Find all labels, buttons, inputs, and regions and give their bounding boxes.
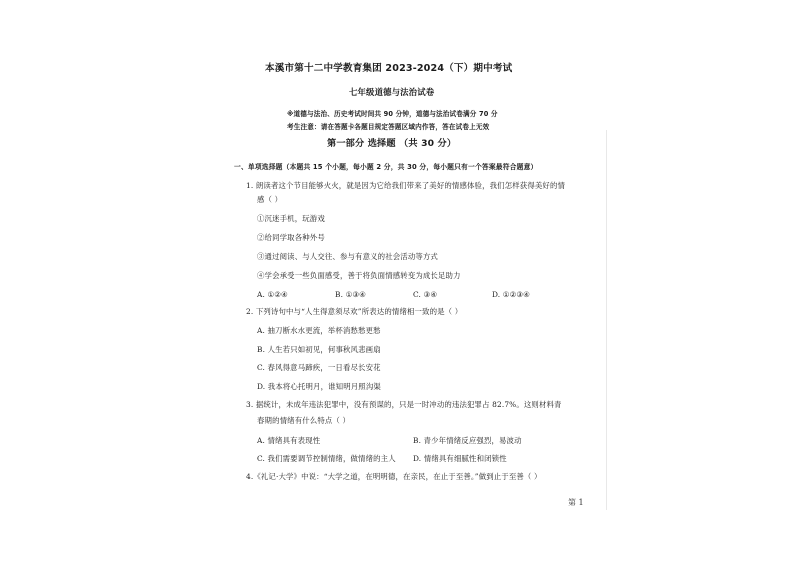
- q3-stem-line1: 3. 据统计，未成年违法犯罪中，没有预谋的，只是一时冲动的违法犯罪占 82.7%。这则材料青: [246, 400, 562, 409]
- q2-option-a: A. 抽刀断水水更流，举杯消愁愁更愁: [257, 326, 381, 335]
- q1-option-a: A. ①②④: [257, 290, 288, 299]
- q3-option-d: D. 情绪具有细腻性和闭锁性: [413, 454, 507, 463]
- q1-option-c: C. ③④: [413, 290, 438, 299]
- q3-option-a: A. 情绪具有表现性: [257, 436, 321, 445]
- exam-title: 本溪市第十二中学教育集团 2023-2024（下）期中考试: [265, 63, 513, 74]
- q1-option-d: D. ①②③④: [492, 290, 530, 299]
- q1-statement-1: ①沉迷手机，玩游戏: [257, 214, 325, 223]
- q1-statement-3: ③通过阅读、与人交往、参与有意义的社会活动等方式: [257, 252, 438, 261]
- q1-option-b: B. ①③④: [335, 290, 366, 299]
- q3-stem-line2: 春期的情绪有什么特点（ ）: [257, 416, 350, 425]
- q3-option-c: C. 我们需要调节控制情绪，做情绪的主人: [257, 454, 396, 463]
- q2-option-b: B. 人生若只如初见，何事秋风悲画扇: [257, 345, 381, 354]
- part1-heading: 第一部分 选择题 （共 30 分）: [327, 138, 457, 149]
- q3-option-b: B. 青少年情绪反应强烈，易波动: [413, 436, 522, 445]
- page-number: 第 1: [568, 498, 584, 507]
- exam-time-note: ※道德与法治、历史考试时间共 90 分钟，道德与法治试卷满分 70 分: [287, 110, 498, 118]
- q2-option-c: C. 春风得意马蹄疾，一日看尽长安花: [257, 363, 381, 372]
- q1-stem-line1: 1. 朗读者这个节目能够火火，就是因为它给我们带来了美好的情感体验，我们怎样获得美好的情: [246, 181, 566, 190]
- exam-subject: 七年级道德与法治试卷: [349, 87, 435, 97]
- q2-option-d: D. 我本将心托明月，谁知明月照沟渠: [257, 382, 381, 391]
- q4-stem: 4.《礼记·大学》中说：“大学之道，在明明德，在亲民，在止于至善。”做到止于至善（ ）: [246, 472, 542, 481]
- q1-statement-2: ②给同学取各种外号: [257, 233, 325, 242]
- q1-statement-4: ④学会承受一些负面感受，善于将负面情感转变为成长足助力: [257, 271, 461, 280]
- section-title: 一、单项选择题（本题共 15 个小题，每小题 2 分，共 30 分，每小题只有一个答案最符合题意）: [234, 163, 538, 171]
- page-edge-shadow: [606, 130, 607, 510]
- exam-attention-note: 考生注意：请在答题卡各题目规定答题区域内作答，答在试卷上无效: [287, 123, 490, 131]
- q1-stem-line2: 感（ ）: [257, 195, 283, 204]
- q2-stem: 2. 下列诗句中与“人生得意须尽欢”所表达的情绪相一致的是（ ）: [246, 307, 463, 316]
